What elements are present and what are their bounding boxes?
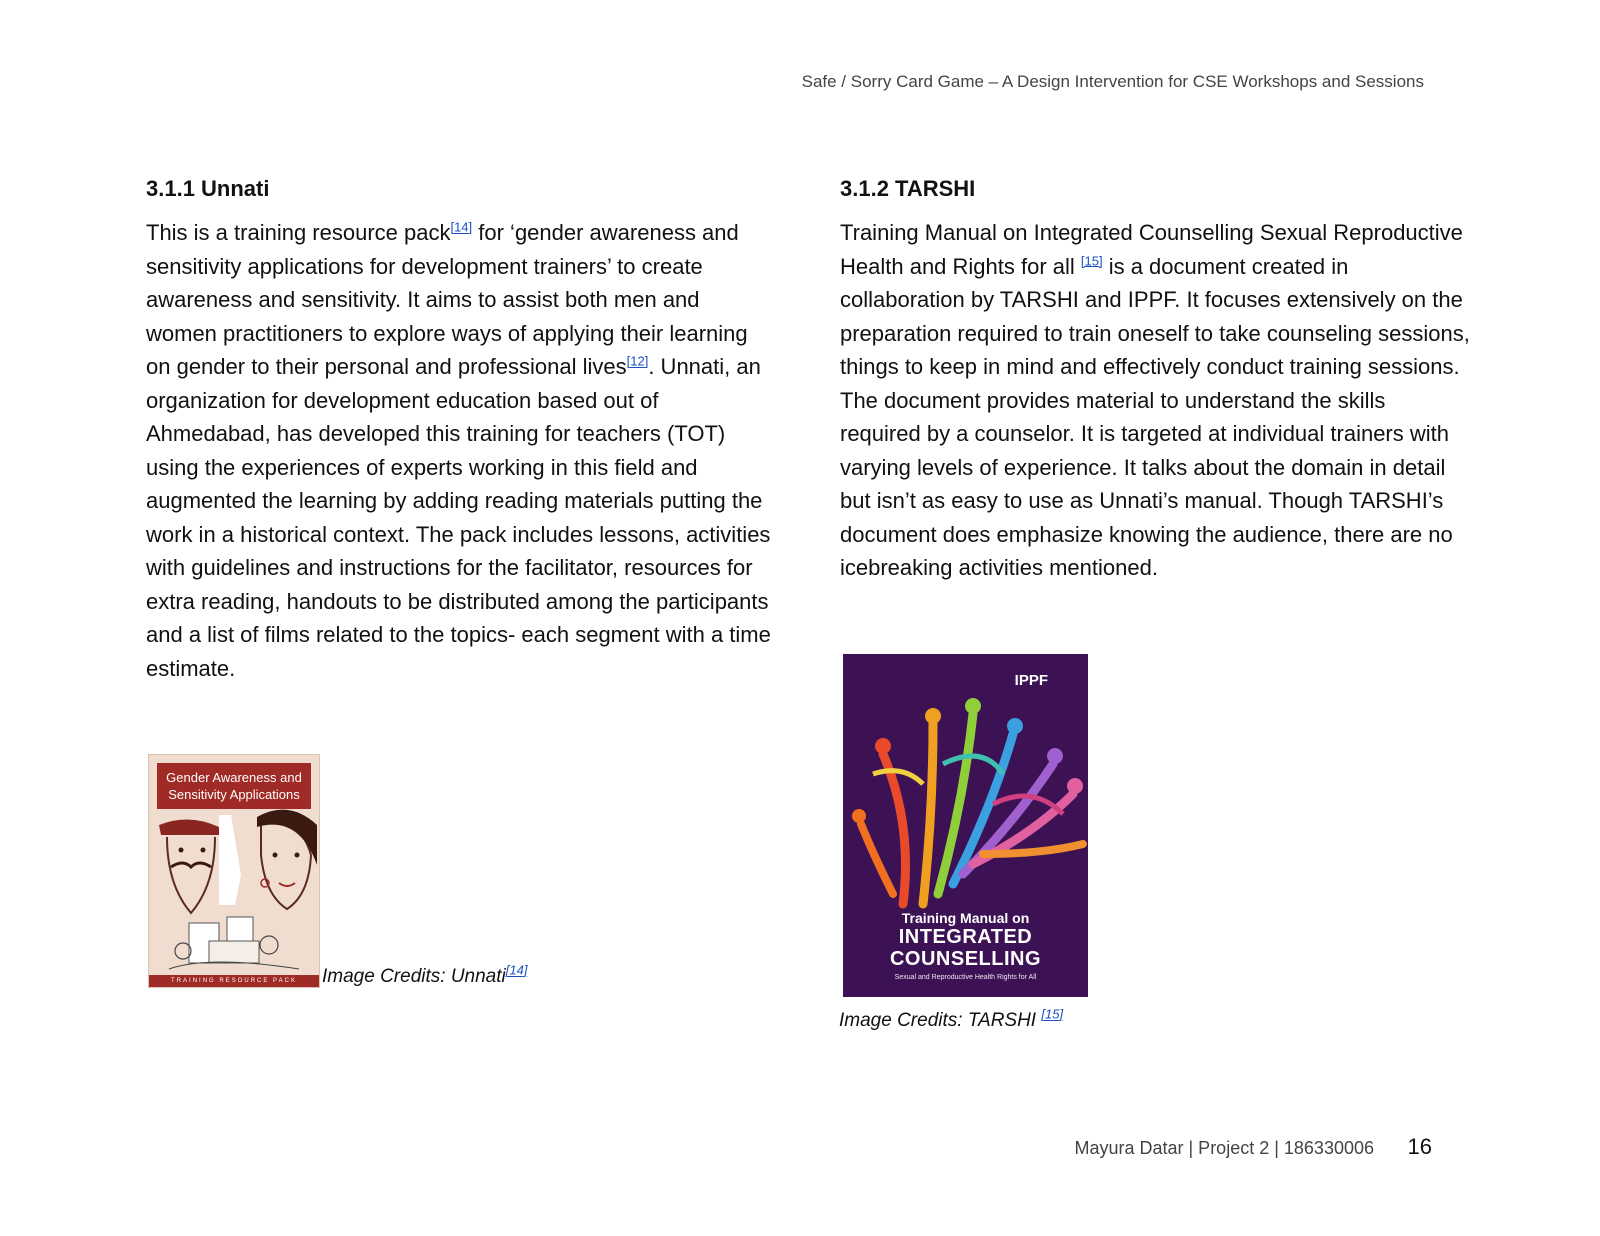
cover-title: Gender Awareness and Sensitivity Applications	[157, 763, 311, 809]
page-footer: Mayura Datar | Project 2 | 186330006	[1074, 1138, 1374, 1158]
cover-tagline: Sexual and Reproductive Health Rights for All	[894, 974, 1037, 981]
citation-link-15-caption[interactable]: [15]	[1041, 1006, 1064, 1022]
citation-link-12[interactable]: [12]	[626, 353, 649, 369]
image-caption-tarshi: Image Credits: TARSHI [15]	[839, 1006, 1064, 1031]
image-caption-unnati: Image Credits: Unnati[14]	[322, 962, 528, 987]
section-unnati	[146, 172, 776, 685]
cover-footer-strip: TRAINING RESOURCE PACK	[149, 975, 319, 987]
citation-link-15[interactable]: [15]	[1080, 253, 1103, 269]
tarshi-paragraph: Training Manual on Integrated Counselling Sexual Reproductive Health and Rights for all [15] is a document created in collaboration by TARSHI and IPPF. It focuses extensively on the preparation required to train oneself to take counseling sessions, things to keep in mind and effectively conduct training sessions. The document provides material to understand the skills required by a counselor. It is targeted at individual trainers with varying levels of experience. It talks about the domain in detail but isn’t as easy to use as Unnati’s manual. Though TARSHI’s document does emphasize knowing the audience, there are no icebreaking activities mentioned.	[840, 220, 1470, 580]
citation-link-14-caption[interactable]: [14]	[505, 962, 528, 978]
cover-title-line-1: INTEGRATED	[898, 926, 1033, 948]
citation-link-14[interactable]: [14]	[450, 219, 473, 235]
ippf-logo: IPPF	[1014, 672, 1048, 689]
unnati-cover-image	[148, 754, 320, 988]
section-heading-unnati: 3.1.1 Unnati	[146, 176, 270, 201]
page-number: 16	[1407, 1134, 1432, 1159]
tarshi-cover-image	[843, 654, 1088, 997]
running-header: Safe / Sorry Card Game – A Design Intervention for CSE Workshops and Sessions	[801, 72, 1424, 91]
cover-title-line-2: COUNSELLING	[889, 948, 1042, 970]
faces-illustration	[149, 755, 319, 987]
section-heading-tarshi: 3.1.2 TARSHI	[840, 176, 976, 201]
section-tarshi	[840, 172, 1470, 585]
cover-subtitle: Training Manual on	[901, 910, 1030, 926]
unnati-paragraph: This is a training resource pack[14] for ‘gender awareness and sensitivity applications for development trainers’ to create awareness and sensitivity. It aims to assist both men and women practitioners to explore ways of applying their learning on gender to their personal and professional lives[12]. Unnati, an organization for development education based out of Ahmedabad, has developed this training for teachers (TOT) using the experiences of experts working in this field and augmented the learning by adding reading materials putting the work in a historical context. The pack includes lessons, activities with guidelines and instructions for the facilitator, resources for extra reading, handouts to be distributed among the participants and a list of films related to the topics- each segment with a time estimate.	[146, 219, 771, 681]
